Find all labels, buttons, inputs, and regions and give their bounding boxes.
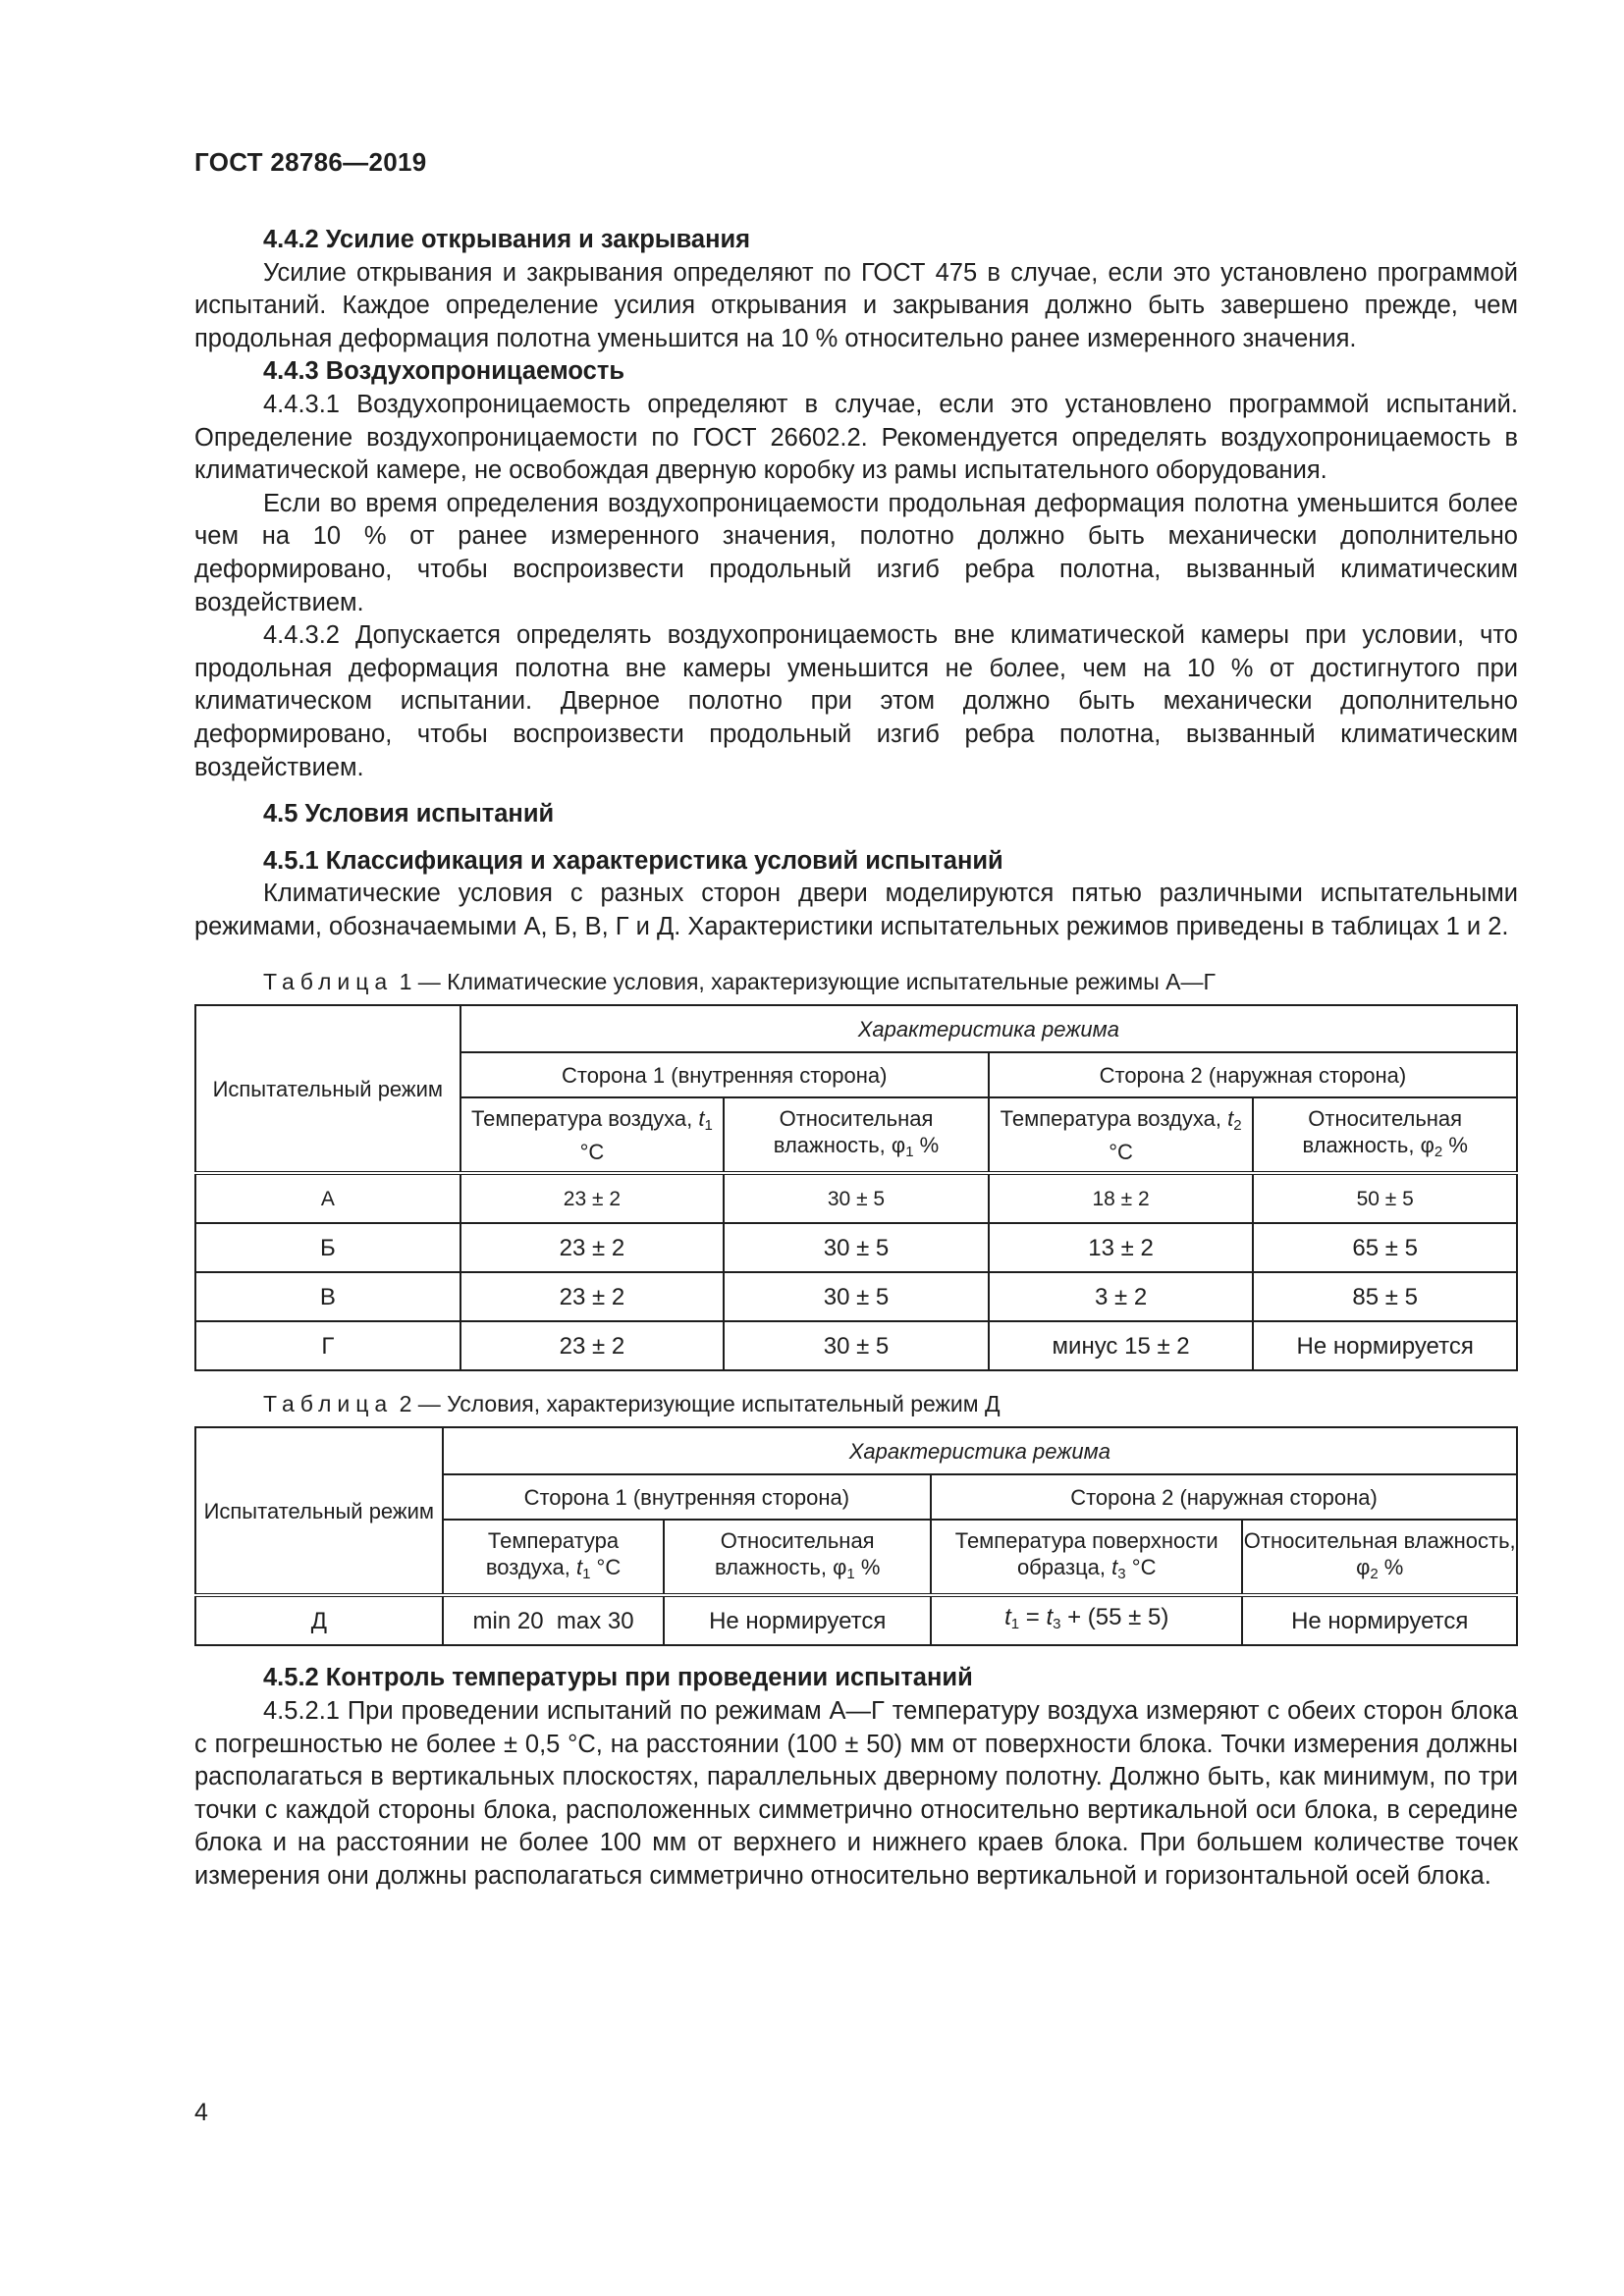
table-caption-word: Таблица <box>263 1391 394 1417</box>
cell-phi1: 30 ± 5 <box>724 1272 989 1321</box>
cell-t1: 23 ± 2 <box>460 1223 725 1272</box>
header-temp-air-2: Температура воздуха, $t_2$ °С <box>989 1097 1254 1173</box>
cell-phi2: Не нормируется <box>1253 1321 1517 1370</box>
table-row <box>195 1272 1517 1321</box>
cell-t1: 23 ± 2 <box>460 1173 725 1223</box>
paragraph: Усилие открывания и закрывания определяют по ГОСТ 475 в случае, если это установлено программой испытаний. Каждое определение усилия открывания и закрывания должно быть завершено прежде, чем продольная деформация полотна уменьшится на 10 % относительно ранее измеренного значения. <box>194 258 1518 352</box>
header-mode: Испытательный режим <box>195 1427 443 1595</box>
header-side-1: Сторона 1 (внутренняя сторона) <box>460 1052 989 1097</box>
header-humidity-1: Относительная влажность, $\varphi_1$ % <box>724 1097 989 1173</box>
paragraph: Климатические условия с разных сторон двери моделируются пятью различными испытательными режимами, обозначаемыми А, Б, В, Г и Д. Характеристики испытательных режимов приведены в таблицах 1 и 2. <box>194 880 1518 940</box>
header-temp-air-1: Температура воздуха, $t_1$ °С <box>460 1097 725 1173</box>
header-humidity-1: Относительная влажность, $\varphi_1$ % <box>664 1520 931 1595</box>
header-characteristic <box>460 1005 1517 1052</box>
table-2-caption <box>194 1389 1518 1418</box>
cell-phi1: 30 ± 5 <box>724 1173 989 1223</box>
header-side-2: Сторона 2 (наружная сторона) <box>931 1474 1517 1520</box>
section-heading-4-5-1: 4.5.1 Классификация и характеристика условий испытаний <box>263 846 1003 875</box>
header-characteristic-label: Характеристика режима <box>848 1438 1110 1464</box>
cell-mode: Д <box>195 1595 443 1645</box>
table-1-caption <box>194 967 1518 996</box>
table-caption-text: 2 — Условия, характеризующие испытательный режим Д <box>399 1391 1001 1417</box>
table-row <box>195 1595 1517 1645</box>
header-characteristic <box>443 1427 1517 1474</box>
paragraph: 4.4.3.1 Воздухопроницаемость определяют в случае, если это установлено программой испытаний. Определение воздухопроницаемости по ГОСТ 26602.2. Рекомендуется определять воздухопроницаемость в климатической камере, не освобождая дверную коробку из рамы испытательного оборудования. <box>194 390 1518 485</box>
cell-phi1: 30 ± 5 <box>724 1223 989 1272</box>
cell-t1: 23 ± 2 <box>460 1272 725 1321</box>
cell-phi2: 65 ± 5 <box>1253 1223 1517 1272</box>
paragraph: 4.5.2.1 При проведении испытаний по режимам А—Г температуру воздуха измеряют с обеих сторон блока с погрешностью не более ± 0,5 °С, на расстоянии (100 ± 50) мм от поверхности блока. Точки измерения должны располагаться в вертикальных плоскостях, параллельных дверному полотну. Должно быть, как минимум, по три точки с каждой стороны блока, расположенных симметрично относительно вертикальной оси блока, в середине блока и на расстоянии не более 100 мм от верхнего и нижнего краев блока. При большем количестве точек измерения они должны располагаться симметрично относительно вертикальной и горизонтальной осей блока. <box>194 1697 1518 1891</box>
cell-t1: min 20 max 30 <box>443 1595 665 1645</box>
cell-t2: минус 15 ± 2 <box>989 1321 1254 1370</box>
cell-mode: В <box>195 1272 460 1321</box>
table-1 <box>194 1004 1518 1371</box>
paragraph: 4.4.3.2 Допускается определять воздухопроницаемость вне климатической камеры при условии, что продольная деформация полотна вне камеры уменьшится не более, чем на 10 % от достигнутого при климатическом испытании. Дверное полотно при этом должно быть механически дополнительно деформировано, чтобы воспроизвести продольный изгиб ребра полотна, вызванный климатическим воздействием. <box>194 621 1518 781</box>
section-heading-4-5-2: 4.5.2 Контроль температуры при проведении испытаний <box>263 1664 973 1692</box>
table-row <box>195 1223 1517 1272</box>
header-mode: Испытательный режим <box>195 1005 460 1173</box>
cell-t2: 18 ± 2 <box>989 1173 1254 1223</box>
cell-phi1: Не нормируется <box>664 1595 931 1645</box>
header-temp-surface: Температура поверхности образца, $t_3$ °С <box>931 1520 1242 1595</box>
header-temp-air-1: Температура воздуха, $t_1$ °С <box>443 1520 665 1595</box>
header-characteristic-label: Характеристика режима <box>857 1016 1119 1041</box>
header-side-2: Сторона 2 (наружная сторона) <box>989 1052 1517 1097</box>
page-number: 4 <box>194 2099 208 2126</box>
cell-phi2: 50 ± 5 <box>1253 1173 1517 1223</box>
paragraph: Если во время определения воздухопроницаемости продольная деформация полотна уменьшится более чем на 10 % от ранее измеренного значения, полотно должно быть механически дополнительно деформировано, чтобы воспроизвести продольный изгиб ребра полотна, вызванный климатическим воздействием. <box>194 489 1518 616</box>
cell-t2: 3 ± 2 <box>989 1272 1254 1321</box>
cell-phi2: Не нормируется <box>1242 1595 1517 1645</box>
table-row <box>195 1321 1517 1370</box>
section-heading-4-5: 4.5 Условия испытаний <box>263 800 555 828</box>
section-heading-4-4-2: 4.4.2 Усилие открывания и закрывания <box>263 226 751 253</box>
section-heading-4-4-3: 4.4.3 Воздухопроницаемость <box>263 357 625 386</box>
header-humidity-2: Относительная влажность, $\varphi_2$ % <box>1242 1520 1517 1595</box>
cell-t2: 13 ± 2 <box>989 1223 1254 1272</box>
document-body <box>194 224 1518 1894</box>
table-2 <box>194 1426 1518 1646</box>
table-caption-text: 1 — Климатические условия, характеризующие испытательные режимы А—Г <box>399 969 1216 995</box>
cell-t3-formula: $t_1 = t_3 + (55 \pm 5)$ <box>931 1595 1242 1645</box>
document-header: ГОСТ 28786—2019 <box>194 147 427 177</box>
cell-phi1: 30 ± 5 <box>724 1321 989 1370</box>
cell-phi2: 85 ± 5 <box>1253 1272 1517 1321</box>
cell-mode: Б <box>195 1223 460 1272</box>
cell-mode: Г <box>195 1321 460 1370</box>
header-humidity-2: Относительная влажность, $\varphi_2$ % <box>1253 1097 1517 1173</box>
cell-t1: 23 ± 2 <box>460 1321 725 1370</box>
table-row <box>195 1173 1517 1223</box>
cell-mode: А <box>195 1173 460 1223</box>
table-caption-word: Таблица <box>263 969 394 995</box>
header-side-1: Сторона 1 (внутренняя сторона) <box>443 1474 931 1520</box>
